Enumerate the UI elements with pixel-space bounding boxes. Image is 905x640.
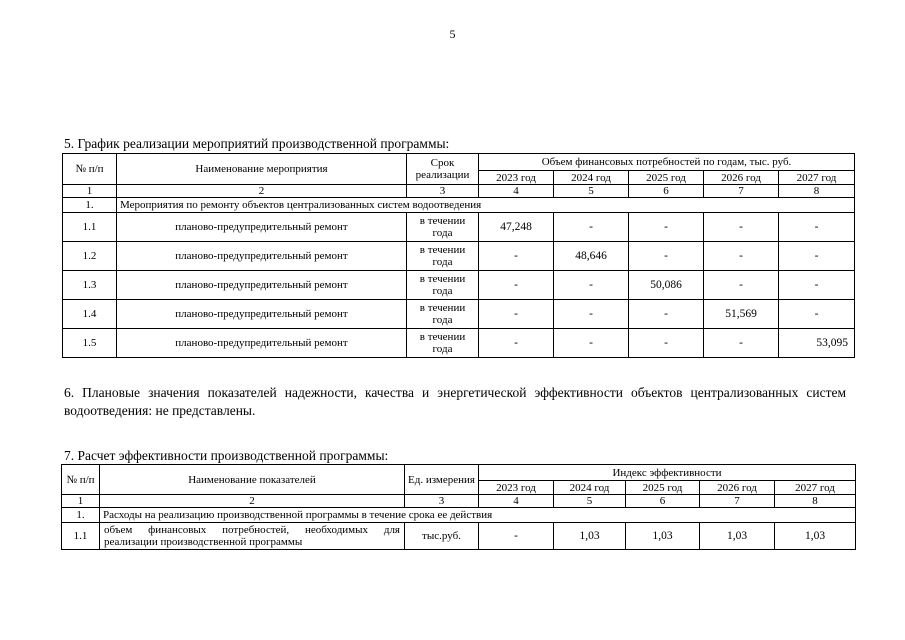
- column-index: 6: [629, 185, 704, 198]
- row-num: 1.3: [63, 271, 117, 300]
- row-value: -: [554, 329, 629, 358]
- table-row: [63, 271, 855, 300]
- column-index: 3: [405, 495, 479, 508]
- row-value: -: [779, 213, 855, 242]
- row-num: 1.2: [63, 242, 117, 271]
- row-name: планово-предупредительный ремонт: [117, 271, 407, 300]
- header-unit: Ед. измерения: [405, 465, 479, 495]
- group-title: Мероприятия по ремонту объектов централизованных систем водоотведения: [117, 198, 855, 213]
- row-value: 1,03: [554, 523, 626, 550]
- row-num: 1.4: [63, 300, 117, 329]
- efficiency-table: [61, 464, 856, 550]
- row-value: -: [479, 300, 554, 329]
- row-name: планово-предупредительный ремонт: [117, 242, 407, 271]
- row-value: -: [554, 271, 629, 300]
- row-term: в течении года: [407, 213, 479, 242]
- table-row: [63, 213, 855, 242]
- row-value: -: [779, 300, 855, 329]
- table-row: [63, 329, 855, 358]
- header-year: 2027 год: [779, 171, 855, 185]
- header-year: 2025 год: [626, 481, 700, 495]
- row-value: -: [704, 271, 779, 300]
- column-index: 6: [626, 495, 700, 508]
- row-value: 51,569: [704, 300, 779, 329]
- column-index: 4: [479, 185, 554, 198]
- group-title: Расходы на реализацию производственной программы в течение срока ее действия: [100, 508, 856, 523]
- group-num: 1.: [62, 508, 100, 523]
- row-name: планово-предупредительный ремонт: [117, 213, 407, 242]
- table-row: [63, 242, 855, 271]
- header-year: 2026 год: [700, 481, 775, 495]
- row-name: объем финансовых потребностей, необходимых для реализации производственной программы: [100, 523, 405, 550]
- table-row: [62, 523, 856, 550]
- page-number: 5: [449, 27, 456, 41]
- row-value: 1,03: [775, 523, 856, 550]
- header-volume: Объем финансовых потребностей по годам, тыс. руб.: [479, 154, 855, 171]
- row-value: -: [629, 242, 704, 271]
- row-term: в течении года: [407, 242, 479, 271]
- row-value: -: [479, 329, 554, 358]
- row-value: -: [629, 329, 704, 358]
- header-name: Наименование показателей: [100, 465, 405, 495]
- row-value: 1,03: [700, 523, 775, 550]
- row-value: -: [629, 213, 704, 242]
- header-num: № п/п: [62, 465, 100, 495]
- column-index: 7: [704, 185, 779, 198]
- row-unit: тыс.руб.: [405, 523, 479, 550]
- header-term: Срок реализации: [407, 154, 479, 185]
- row-value: -: [779, 242, 855, 271]
- row-num: 1.5: [63, 329, 117, 358]
- row-value: -: [704, 213, 779, 242]
- header-index: Индекс эффективности: [479, 465, 856, 481]
- column-index: 8: [779, 185, 855, 198]
- row-num: 1.1: [63, 213, 117, 242]
- header-year: 2027 год: [775, 481, 856, 495]
- row-value: -: [554, 300, 629, 329]
- section-7-heading: 7. Расчет эффективности производственной программы:: [64, 448, 389, 463]
- row-value: -: [479, 242, 554, 271]
- column-index: 3: [407, 185, 479, 198]
- row-num: 1.1: [62, 523, 100, 550]
- header-year: 2024 год: [554, 481, 626, 495]
- header-year: 2023 год: [479, 481, 554, 495]
- row-value: 47,248: [479, 213, 554, 242]
- table-row: [63, 300, 855, 329]
- row-term: в течении года: [407, 329, 479, 358]
- column-index: 4: [479, 495, 554, 508]
- header-year: 2026 год: [704, 171, 779, 185]
- row-value: 1,03: [626, 523, 700, 550]
- column-index: 2: [100, 495, 405, 508]
- row-value: -: [479, 523, 554, 550]
- section-6-text: 6. Плановые значения показателей надежности, качества и энергетической эффективности объектов централизованных систем водоотведения: не представлены.: [64, 385, 846, 418]
- column-index: 2: [117, 185, 407, 198]
- row-value: 50,086: [629, 271, 704, 300]
- row-term: в течении года: [407, 271, 479, 300]
- row-value: -: [704, 242, 779, 271]
- row-value: -: [779, 271, 855, 300]
- row-value: -: [629, 300, 704, 329]
- row-value: -: [554, 213, 629, 242]
- header-year: 2023 год: [479, 171, 554, 185]
- row-value: 53,095: [779, 329, 855, 358]
- schedule-table: [62, 153, 855, 358]
- column-index: 1: [62, 495, 100, 508]
- row-term: в течении года: [407, 300, 479, 329]
- row-value: -: [704, 329, 779, 358]
- row-value: -: [479, 271, 554, 300]
- section-5-heading: 5. График реализации мероприятий производственной программы:: [64, 136, 450, 151]
- column-index: 8: [775, 495, 856, 508]
- column-index: 5: [554, 495, 626, 508]
- group-num: 1.: [63, 198, 117, 213]
- column-index: 5: [554, 185, 629, 198]
- row-name: планово-предупредительный ремонт: [117, 329, 407, 358]
- header-num: № п/п: [63, 154, 117, 185]
- row-value: 48,646: [554, 242, 629, 271]
- header-year: 2025 год: [629, 171, 704, 185]
- column-index: 7: [700, 495, 775, 508]
- column-index: 1: [63, 185, 117, 198]
- header-year: 2024 год: [554, 171, 629, 185]
- row-name: планово-предупредительный ремонт: [117, 300, 407, 329]
- header-name: Наименование мероприятия: [117, 154, 407, 185]
